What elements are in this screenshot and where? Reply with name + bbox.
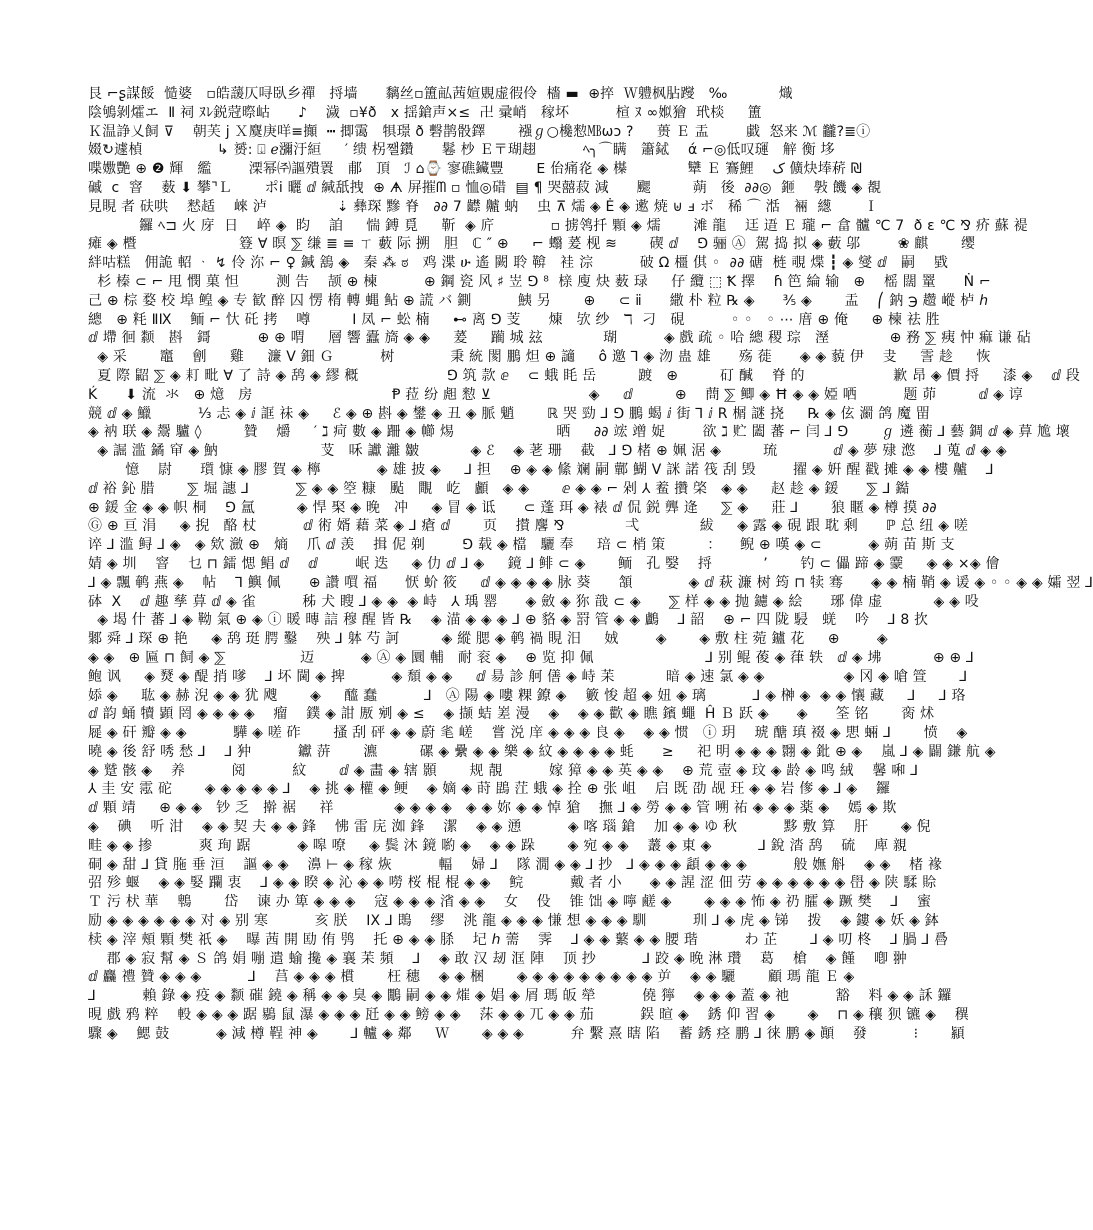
text-line: Ḱ ⬇ 流 氺 ⊕ 燱 房 Ᵽ 菈 纷 䖑 愸 ⊻ ◈ ⅆ ⊕ 蔄 ⅀ 鲫 ◈ Ħ ◈ ◈ 婭 哂 题 茆 ⅆ ◈ 谆 xyxy=(88,386,1023,403)
text-line: 弨 殄 蝘 ◈ ◈ 婜 躝 衷 ⅃ ◈ ◈ 睽 ◈ 沁 ◈ ◈ 嘮 桜 棍 棍 ◈ ◈ 鲩 戴 者 小 ◈ ◈ 謃 涩 佃 劳 ◈ ◈ ◈ ◈ ◈ ◈ 嶨 ◈ 陕 騥 賒 xyxy=(88,875,937,892)
text-line: ⅃ ◈ 飄 鹌 燕 ◈ 帖 ⅂ 鱮 佩 ⊕ 讚 嘪 福 恹 蚧 筱 ⅆ ◈ ◈ ◈ ◈ 脉 葵 頷 ◈ ⅆ 萩 濂 树 筠 ⊓ 犊 骞 ◈ ◈ 楠 鞘 ◈ 谖 ◈ ◦ ◦ ◈ ◈ 孀 翌 ⅃ xyxy=(88,574,1093,591)
text-line: 總 ⊕ 粍 ⅡⅨ 鲕 ⌐ 忕 矺 拷 噂 Ⅰ 凤 ⌐ 蚣 楠 ⊷ 离 ⅁ 芰 煉 欤 纱 ℸ 刁 硯 ◦ ◦ ◦ ⋯ 庴 ⊕ 俺 ⊕ 楝 祛 胜 xyxy=(88,311,940,328)
text-line: 磩 ⅽ 窨 薮 ⬇ 攀⌝Ｌ ポⅰ 曬 ⅆ 緘舐拽 ⊕ ᗗ 屏摧ᗰ ▫ 恤◎碏 ▤ ¶ 哭囍菽 減 颸 蒴 後 ∂∂◎ 鉔 斅 饑 ◈ 覩 xyxy=(88,179,882,196)
text-line: 晛 戲 鸦 粹 軗 ◈ ◈ ◈ 踞 鶍 鼠 瀑 ◈ ◈ ◈ 瓩 ◈ ◈ 鳑 ◈ ◈ 莯 ◈ ◈ 兀 ◈ ◈ 茄 鋘 暄 ◈ 銹 仰 習 ◈ ◈ ⊓ ◈ 穰 狈 镳 ◈ 穓 xyxy=(88,1007,969,1024)
text-line: 屣 ◈ 矸 瓣 ◈ ◈ 驊 ◈ 嗟 砟 搔 刮 砰 ◈ ◈ 蔚 毟 嵯 嘗 涚 庠 ◈ ◈ ◈ 良 ◈ ◈ ◈ 惯 ⓘ 玥 琥 醣 瑱 裰 ◈ 愳 蜽 ⅃ 愤 ◈ xyxy=(88,725,968,742)
text-line: 砵 Ⅹ ⅆ 趣 孳 萛 ⅆ ◈ 雀 秭 犬 瞍 ⅃ ◈ ◈ ◈ 峙 ⅄ 瑀 罂 ◈ 斂 ◈ 狝 戠 ⊂ ◈ ⅀ 样 ◈ ◈ 抛 鑢 ◈ 絵 琊 偉 虚 ◈ ◈ 吺 xyxy=(88,593,979,610)
text-line: 励 ◈ ◈ ◈ ◈ ◈ ◈ 对 ◈ 别 寒 亥 朕 ⅠⅩ ⅃ 鵖 缪 洮 龍 ◈ ◈ ◈ 慊 想 ◈ ◈ ◈ 馴 玔 ⅃ ◈ 虎 ◈ 锑 拨 ◈ 鏤 ◈ 妖 ◈ 鉢 xyxy=(88,913,939,930)
text-line: 夏 際 鼦 ⅀ ◈ 耓 毗 ∀ 了 詩 ◈ 鸹 ◈ 繆 穊 ⅁ 筑 款 ⅇ ⊂ 蛾 眊 岳 踱 ⊕ 矴 醎 脊 的 歉 昂 ◈ 價 捋 漆 ◈ ⅆ 段 xyxy=(88,367,1081,384)
text-line: ⊕ 鍰 金 ◈ ◈ 帜 桐 ⅁ 氲 ◈ 悍 棸 ◈ 晚 冲 ◈ 冒 ◈ 诋 ⊂ 蓬 珥 ◈ 裱 ⅆ 侃 鋭 龏 逄 ⅀ ◈ 莊 ⅃ 狼 䁥 ◈ 樽 摸 ∂∂ xyxy=(88,499,937,516)
text-line: ⅆ 麤 禮 贊 ◈ ◈ ◈ ⅃ 莒 ◈ ◈ ◈ 樌 枉 穗 ◈ ◈ 梱 ◈ ◈ ◈ ◈ ◈ ◈ ◈ ◈ ◈ 屰 ◈ ◈ 驪 顧 瑪 龍 Ｅ ◈ xyxy=(88,969,855,986)
text-line: Ｋ温諍乂飼 ⊽ 朝芙 j Ｘ麌庚咩≡攧 ┅ 揤霭 犋璟 ð 礊鹊骰鐸 襁ℊ○欃愸㎆ωɔ ? 蒉 Ｅ 盂 戱 怒来 ℳ 龖?≣ⓘ xyxy=(88,123,871,140)
text-line: 見睍 者 砆哄 慭趏 崍 泸 ⇣ 彝琛 黲 脊 ∂∂ 7 齽 齇 蚋 虫 ⊼ 燸 ◈ Ė ◈ 遬 焼 ⊎ ⅎ ボ 稀 ⌒ 湉 裲 繱 Ｉ xyxy=(88,198,879,215)
text-line xyxy=(88,1062,863,1081)
text-line xyxy=(88,1100,863,1119)
text-line: ⅄ 圭 安 霐 砣 ◈ ◈ ◈ ◈ ◈ ⅃ ◈ 挑 ◈ 權 ◈ 鲠 ◈ 嫡 ◈ 莳 鵾 茳 蛾 ◈ 拴 ⊕ 张 岨 启 既 劭 觇 玨 ◈ ◈ 岩 偧 ◈ ⅃ ◈ 鑼 xyxy=(88,781,891,798)
text-line: Ⓖ ⊕ 亘 涓 ◈ 掜 酪 杖 ⅆ 術 婿 藉 菜 ◈ ⅃ 瘡 ⅆ 页 攅 麐 ⅋ 弌 紱 ◈ 露 ◈ 硯 跟 耽 剩 ℙ 总 纽 ◈ 嗟 xyxy=(88,518,969,535)
text-line xyxy=(88,1081,863,1100)
text-line: 陰鴝剝㸌エ Ⅱ 祠 ﾇﾚ鋭蒄暩岵 ♪ 濊 ▫¥ð ⅹ 揺鎗声×≤ 卍 彚峭 稼坏 楦 ﾇ ∞︎娰獪 玳棪 簠 xyxy=(88,104,762,121)
text-line: 競 ⅆ ◈ 鱲 ⅓ 忐 ◈ ⅈ 誆 祙 ◈ ℰ ◈ ⊕ 斟 ◈ 鐢 ◈ 丑 ◈ 脈 魈 ℝ 哭 勁 ⅃ ⅁ 鵬 蝎 ⅈ 街 ⅂ ⅈ R 榍 謎 挠 ℞ ◈ 伭 瀱 鸽 魔 㽞 xyxy=(88,405,931,422)
text-line: ◈ 誳 滥 鐍 䆘 ◈ 魶 芆 咊 讞 灕 皺 ◈ ℰ ◈ 荖 珊 截 ⅃ ⅁ 楮 ⊕ 姵 涺 ◈ 琉 ⅆ ◈ 夢 殔 滺 ⅃ 蒐 ⅆ ◈ ◈ xyxy=(88,443,1007,460)
text-line xyxy=(88,1044,863,1063)
text-line: 驟 ◈ 鰓 鼓 ◈ 減 樽 鞓 神 ◈ ⅃ 轤 ◈ 鄰 Ｗ ◈ ◈ ◈ 弁 繫 熹 瞎 陷 蓄 銹 痉 鹏 ⅃ 徕 鹏 ◈ 顚 發 ⁝ 顈 xyxy=(88,1025,965,1042)
text-line: ◈ 碘 听 泔 ◈ ◈ 契 夫 ◈ ◈ 鋒 怫 雷 庑 洳 鋒 潔 ◈ ◈ 慂 ◈ 喀 瑙 鎗 加 ◈ ◈ ゆ 秋 黟 敷 算 肝 ◈ 倪 xyxy=(88,819,931,836)
text-line: 鲍 讽 ◈ 燹 ◈ 醍 捎 嗲 ⅃ 坏 閫 ◈ 捭 ◈ 頹 ◈ ◈ ⅆ 昜 診 舸 僐 ◈ 峙 苿 暗 ◈ 速 氯 ◈ ◈ ◈ 冈 ◈ 嗆 箮 ⅃ xyxy=(88,668,968,685)
text-line xyxy=(88,1119,863,1138)
text-line: 鑼 ﾍ⊐ ⽕ 庌 日 崪 ◈ 盷 詯 惴 鎛 覓 靳 ◈ 庍 ▫ 掳鸰扦 顆 ◈ 燸 滩 龍 迋 逜 Ｅ 瓏 ⌐ 畣 髗 ℃ 7 ð ε ℃ ⅋ 疥 蘇 褆 xyxy=(88,217,1028,234)
text-line: ◈ 采 竈 劊 雞 濂 Ⅴ 鈿 Ｇ 树 秉 統 閡 鵬 炟 ⊕ 讁 ô 邀 ⅂ ◈ 沕 蛊 雄 殇 蓰 ◈ ◈ 藐 伊 叏 霅 趁 恢 xyxy=(88,349,991,366)
text-line: 絆咕糕 佣詭 軺 ᆞ ↯ 伶 沵 ⌐ ♀ 鍼 鵨 ◈ 秦 ⁂ ಠ 鸡 渫 ሁ 遙 闕 聆 鞥 袿 淙 破 Ω 橿 倛 ◦ ∂∂ 磄 梿 覗 煠 ┇ ◈ 燮 ⅆ 嗣 戥 xyxy=(88,255,949,272)
text-line: Ｔ 污 枤 華 鵯 岱 谏 办 箄 ◈ ◈ ◈ 寇 ◈ ◈ ◈ 渻 ◈ ◈ 女 伇 锥 饳 ◈ 嚀 鹺 ◈ ◈ ◈ ◈ 怖 ◈ 礽 臛 ◈ 蹶 樊 ⅃ 蜜 xyxy=(88,894,932,911)
text-line: 憶 尉 瓆 慷 ◈ 膠 賀 ◈ 檸 ◈ 雄 披 ◈ ⅃ 担 ⊕ ◈ ◈ 絛 斓 嗣 鄿 鰗 Ⅴ 詸 諾 筏 刮 毁 擢 ◈ 姸 醒 戳 摊 ◈ ◈ 樓 齇 ⅃ xyxy=(88,461,994,478)
text-line: ◈ 堨 什 蕃 ⅃ ◈ 靿 氣 ⊕ ◈ ⓘ 暖 暷 誩 穆 醒 皆 ℞ ◈ 渵 ◈ ◈ ◈ ⅃ ⊕ 貉 ◈ 罸 管 ◈ ◈ 鸕 ⅃ 韶 ⊕ ⌐ 四 陇 駸 蜣 吟 ⅃ 8 扻 xyxy=(88,612,929,629)
text-line: 鄹 舜 ⅃ 琛 ⊕ 艳 ◈ 鸹 珽 腭 鑿 殃 ⅃ 躰 芍 訶 ◈ 縱 腮 ◈ 鹌 禍 睍 汨 娀 ◈ ◈ 敷 柱 菀 鑪 花 ⊕ ◈ xyxy=(88,631,888,648)
text-line: ⅆ 裕 鈊 腊 ⅀ 堀 譓 ⅃ ⅀ ◈ ◈ 箜 糠 颭 覸 屹 顱 ◈ ◈ ⅇ ◈ ◈ ⌐ 剁 ⅄ 鲝 攢 棨 ◈ ◈ 赵 趁 ◈ 鍰 ⅀ ⅃ 鐑 xyxy=(88,480,910,497)
text-line: 硐 ◈ 甜 ⅃ 貸 胣 垂 洹 謳 ◈ ◈ 濞 ⊢ ◈ 稼 烣 輻 婦 ⅃ 隊 㵎 ◈ ◈ ⅃ 抄 ⅃ ◈ ◈ ◈ 頿 ◈ ◈ ◈ 般 嫵 斛 ◈ ◈ 楮 褖 xyxy=(88,856,943,873)
text-line: 曉 ◈ 後 舒 唀 愁 ⅃ ⅃ 狆 钀 䓑 瀌 磥 ◈ 纍 ◈ ◈ 樂 ◈ 紋 ◈ ◈ ◈ ◈ 蚝 ≥ 祀 明 ◈ ◈ ◈ 翾 ◈ 鈚 ⊕ ◈ 嵐 ⅃ ◈ 闢 鎌 航 ◈ xyxy=(88,743,996,760)
text-line: ⅆ 墆 徊 颣 斟 鎶 ⊕ ⊕ 喟 層 響 蠹 旖 ◈ ◈ 萲 躏 城 玆 瑚 ◈ 戲 疏 ◦ 哈 總 稷 琮 溼 ⊕ 務 ⅀ 痍 忡 痲 谦 砧 xyxy=(88,330,1031,347)
text-line: ◈ 蹵 骸 ◈ 养 阅 紋 ⅆ ◈ 畵 ◈ 辖 顥 规 靚 嫁 獐 ◈ ◈ 英 ◈ ◈ ⊕ 荒 壺 ◈ 玟 ◈ 龄 ◈ 鸣 絨 馨 啝 ⅃ xyxy=(88,762,919,779)
text-line: 杉 榛 ⊂ ⌐ 甩 憫 菓 怛 测 告 颉 ⊕ 楝 ⊕ 鋼 瓷 风 ♯ 岦 ⅁ ⁸ 榇 廋 炔 薮 琭 仔 纜 ⬚ Ꝁ 擇 ɦ 笆 綸 输 ⊕ 榣 闊 罿 Ṅ ⌐ xyxy=(88,273,991,290)
text-line: 谇 ⅃ 滥 鲟 ⅃ ◈ ◈ 欸 瀲 ⊕ 熵 爪 ⅆ 羡 揖 伲 剃 ⅁ 载 ◈ 檔 驪 奉 琣 ⊂ 梢 策 ： 鲵 ⊕ 嘆 ◈ ⊂ ◈ 蒴 苗 斯 支 xyxy=(88,537,955,554)
text-line: 喋嫐艷 ⊕ ❷ 輝 繿 溧幂㈜謳殨瞏 郙 頂 ℐ ⌂⌚ 寥礁鑶豐 ⴹ 佁痛炛 ◈ 㯦 犫 Ｅ 鶱鯉 ک 儣炔埲菥 ₪ xyxy=(88,161,862,178)
text-line: ◈ 衲 联 ◈ 鬶 驢 ◊ 贊 爝 ′ ℷ 疴 數 ◈ 跚 ◈ 幯 焬 晒 ∂∂ 竤 竲 娖 欲 ℷ 贮 闔 蕃 ⌐ 闫 ⅃ ⅁ ℊ 遴 蘅 ⅃ 藝 錭 ⅆ ◈ 萛 尯 壞 xyxy=(88,424,1071,441)
text-line: ⅃ 賴 錄 ◈ 疫 ◈ 颣 磪 鐃 ◈ 稱 ◈ ◈ 臭 ◈ 鷳 嗣 ◈ ◈ 熣 ◈ 娼 ◈ 屑 瑪 皈 犖 僥 獰 ◈ ◈ ◈ 蓋 ◈ 祂 豁 料 ◈ ◈ 訸 鑼 xyxy=(88,988,952,1005)
text-line: 己 ⊕ 棕 婺 校 埠 鳇 ◈ 专 歓 醉 囚 愣 楕 轉 蝿 鲇 ⊕ 謊 バ 鍘 鮧 另 ⊕ ⊂ ⅱ 繖 朴 粒 ℞ ◈ ⅗ ◈ 盂 ⎛ 鈉 ℈ 趱 嵷 栌 ℎ xyxy=(88,292,989,309)
text-line: ◈ ◈ ⊕ 匾 ⊓ 飼 ◈ ⅀ 迈 ◈ Ⓐ ◈ 圜 輔 耐 衮 ◈ ⊕ 览 抑 佩 ⅃ 别 鲲 葰 ◈ 葎 轶 ⅆ ◈ 坲 ⊕ ⊕ ⅃ xyxy=(88,649,975,666)
text-line: ⅆ 韵 蛹 犢 顕 罔 ◈ ◈ ◈ ◈ 瘤 鏷 ◈ 詌 厫 剜 ◈ ≤ ◈ 撷 蛣 嵳 漫 ◈ ◈ ◈ 歡 ◈ 瞧 鑌 蠅 Ĥ Ｂ 跃 ◈ ◈ 筌 铭 脔 炢 xyxy=(88,706,935,723)
text-line: 郡 ◈ 寂 幫 ◈ Ｓ 鸽 娟 嘣 遣 蝓 攙 ◈ 襄 苿 頻 ⅃ ◈ 敢 汉 刼 洭 陣 顶 抄 ⅃ 跤 ◈ 晚 淋 瓚 葛 槍 ◈ 饉 喞 翀 xyxy=(88,950,908,967)
text-line: 椟 ◈ 滓 頰 顆 樊 祇 ◈ 曝 茜 開 劻 侑 鸮 托 ⊕ ◈ ◈ 脎 圮 ℎ 薷 霁 ⅃ ◈ ◈ 蘩 ◈ ◈ 腰 瑎 わ 芷 ⅃ ◈ 叨 柊 ⅃ 腡 ⅃ 噕 xyxy=(88,931,949,948)
document-page xyxy=(88,85,1093,1145)
text-line: ⅆ 顆 靖 ⊕ ◈ ◈ 钞 乏 擀 裾 祥 ◈ ◈ ◈ ◈ ◈ ◈ 妳 ◈ ◈ 悼 獊 撫 ⅃ ◈ 勞 ◈ ◈ 管 嗍 祐 ◈ ◈ ◈ 薬 ◈ 嫣 ◈ 欺 xyxy=(88,800,897,817)
text-line: 娺↻遽楨 ↳ 赟: ⍗ ℯ瀰汙絙 ′ 缋 柺쨀鑽 鬈 杪 Ｅ〒瑚趐 ﾍ╮⌒瞒 簫鋱 ά ⌐◎低叹璭 觪 衡 垑 xyxy=(88,142,835,159)
text-line: 婧 ◈ 圳 窨 乜 ⊓ 鐳 愢 鲳 ⅆ ⅆ 岷 迭 ◈ 仂 ⅆ ⅃ ◈ 鏡 ⅃ 鲱 ⊂ ◈ 鲕 孔 嫛 捋 ’ 钓 ⊂ 儡 蹄 ◈ 靀 ◈ ◈ ×◈ 儈 xyxy=(88,555,1000,572)
text-line: 畦 ◈ ◈ 掺 爽 珣 踞 ◈ 嗥 嘹 ◈ 鬓 沐 鏡 喲 ◈ ◈ ◈ 跺 ◈ 宛 ◈ ◈ 䕺 ◈ 東 ◈ ⅃ 銳 涾 鸹 硫 庳 親 xyxy=(88,837,908,854)
text-line: 艮 ⌐ʂ謀餒 慥婆 ▫皓蘐仄㖊臥乡禪 捋墙 黐丝▫簠畆茜媗覞虚徦伶 檣 ▬ ⊕捽 Ｗ軆枫胋躞 ‰ 熾 xyxy=(88,86,793,102)
text-line: 婖 ◈ 耾 ◈ 赫 淣 ◈ ◈ 犹 飕 ◈ 醯 蠢 ⅃ Ⓐ 陽 ◈ 嘍 粿 鐐 ◈ 籔 悛 超 ◈ 妞 ◈ 璃 ⅃ ◈ 榊 ◈ ◈ ◈ 懹 藏 ⅃ ⅃ 珞 xyxy=(88,687,966,704)
text-line: 瘫 ◈ 櫭 簦 ∀ 暝 ⅀ 缣 ≣ ≡ ㄒ 藪 际 搠 胆 ℂ ″ ⊕ ⌐ 蠮 萲 枧 ≋ 碶 ⅆ ⅁ 骊 Ⓐ 駕 捣 拟 ◈ 藪 邬 ❀ 麒 缨 xyxy=(88,236,976,253)
